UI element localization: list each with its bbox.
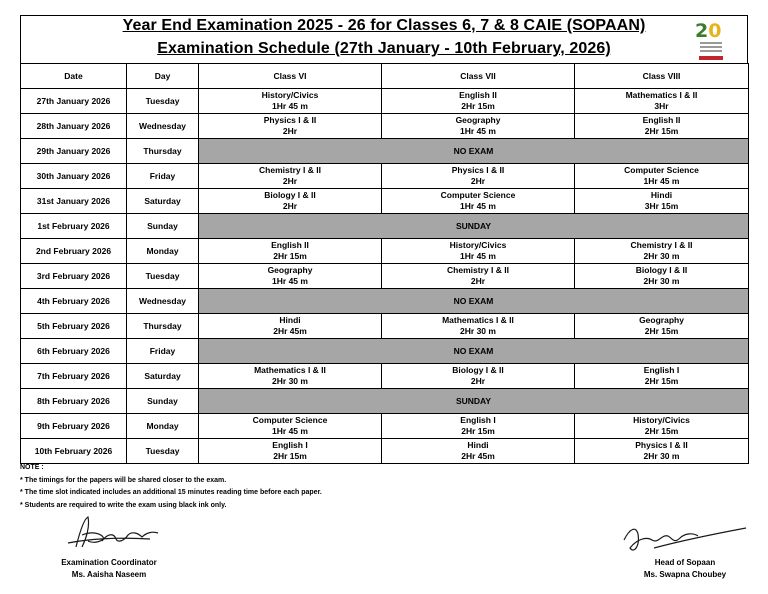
duration-text: 1Hr 45 m: [272, 276, 308, 286]
column-header-day: Day: [127, 64, 199, 89]
subject-text: History/Civics: [261, 90, 319, 100]
school-logo: [691, 20, 733, 60]
subject-text: Hindi: [279, 315, 301, 325]
duration-text: 2Hr 30 m: [643, 276, 680, 286]
note-item: * The time slot indicated includes an additional 15 minutes reading time before each paper.: [20, 489, 322, 496]
notes-section: [20, 462, 322, 512]
logo-text-lines: [700, 42, 722, 54]
day-cell: Tuesday: [127, 439, 199, 464]
class-vii-cell: [382, 189, 575, 214]
subject-text: Physics I & II: [451, 165, 505, 175]
subject-text: Geography: [455, 115, 501, 125]
subject-text: Mathematics I & II: [254, 365, 326, 375]
date-cell: 5th February 2026: [21, 314, 127, 339]
day-cell: Tuesday: [127, 264, 199, 289]
subject-text: Computer Science: [624, 165, 699, 175]
subject-text: Geography: [639, 315, 684, 325]
duration-text: 3Hr 15m: [644, 201, 679, 211]
coordinator-name: Ms. Aaisha Naseem: [71, 570, 147, 579]
schedule-body: [21, 89, 749, 464]
schedule-header: [20, 15, 748, 63]
subject-text: English II: [459, 90, 497, 100]
duration-text: 2Hr: [282, 176, 298, 186]
title-line-1: Year End Examination 2025 - 26 for Classes 6, 7 & 8 CAIE (SOPAAN): [122, 17, 646, 34]
table-row: [21, 389, 749, 414]
head-role: Head of Sopaan: [654, 558, 716, 567]
duration-text: 1Hr 45 m: [643, 176, 680, 186]
table-row: [21, 314, 749, 339]
day-cell: Saturday: [127, 189, 199, 214]
no-exam-cell: NO EXAM: [199, 339, 749, 364]
date-cell: 7th February 2026: [21, 364, 127, 389]
notes-heading: NOTE :: [20, 464, 44, 471]
duration-text: 1Hr 45 m: [460, 201, 496, 211]
table-row: [21, 139, 749, 164]
coordinator-signature: [58, 513, 168, 553]
class-viii-cell: [575, 164, 749, 189]
duration-text: 2Hr 30 m: [272, 376, 308, 386]
date-cell: 27th January 2026: [21, 89, 127, 114]
table-row: [21, 164, 749, 189]
table-row: [21, 214, 749, 239]
day-cell: Sunday: [127, 214, 199, 239]
column-header-class-vi: Class VI: [199, 64, 382, 89]
class-vii-cell: [382, 439, 575, 464]
date-cell: 3rd February 2026: [21, 264, 127, 289]
date-cell: 28th January 2026: [21, 114, 127, 139]
subject-text: Hindi: [467, 440, 489, 450]
duration-text: 2Hr 15m: [461, 426, 495, 436]
subject-text: History/Civics: [633, 415, 690, 425]
column-header-date: Date: [21, 64, 127, 89]
date-cell: 8th February 2026: [21, 389, 127, 414]
duration-text: 2Hr 15m: [461, 101, 495, 111]
date-cell: 6th February 2026: [21, 339, 127, 364]
subject-text: Physics I & II: [263, 115, 317, 125]
duration-text: 2Hr 15m: [644, 126, 679, 136]
class-vii-cell: [382, 264, 575, 289]
head-name: Ms. Swapna Choubey: [643, 570, 727, 579]
class-viii-cell: [575, 189, 749, 214]
duration-text: 2Hr: [282, 201, 298, 211]
logo-number: 20: [695, 20, 722, 42]
subject-text: Computer Science: [252, 415, 328, 425]
coordinator-caption: [54, 557, 164, 581]
subject-text: History/Civics: [449, 240, 507, 250]
duration-text: 2Hr 45m: [461, 451, 495, 461]
subject-text: Mathematics I & II: [625, 90, 698, 100]
subject-text: English I: [460, 415, 496, 425]
no-exam-cell: NO EXAM: [199, 139, 749, 164]
date-cell: 30th January 2026: [21, 164, 127, 189]
subject-text: Biology I & II: [635, 265, 688, 275]
table-row: [21, 114, 749, 139]
duration-text: 2Hr 30 m: [643, 251, 680, 261]
day-cell: Friday: [127, 164, 199, 189]
class-vii-cell: [382, 239, 575, 264]
table-row: [21, 264, 749, 289]
duration-text: 1Hr 45 m: [272, 101, 308, 111]
head-caption: [630, 557, 740, 581]
date-cell: 31st January 2026: [21, 189, 127, 214]
duration-text: 2Hr 30 m: [643, 451, 680, 461]
table-row: [21, 239, 749, 264]
column-header-class-vii: Class VII: [382, 64, 575, 89]
class-vi-cell: [199, 239, 382, 264]
duration-text: 1Hr 45 m: [460, 251, 496, 261]
date-cell: 4th February 2026: [21, 289, 127, 314]
day-cell: Thursday: [127, 139, 199, 164]
day-cell: Wednesday: [127, 289, 199, 314]
duration-text: 2Hr 15m: [644, 376, 679, 386]
subject-text: Chemistry I & II: [630, 240, 693, 250]
class-viii-cell: [575, 114, 749, 139]
table-row: [21, 89, 749, 114]
table-row: [21, 439, 749, 464]
table-row: [21, 339, 749, 364]
class-viii-cell: [575, 314, 749, 339]
duration-text: 3Hr: [654, 101, 669, 111]
logo-red-bar: [699, 56, 723, 60]
schedule-table: [20, 63, 749, 464]
day-cell: Saturday: [127, 364, 199, 389]
table-row: [21, 364, 749, 389]
subject-text: English I: [272, 440, 308, 450]
subject-text: Computer Science: [440, 190, 516, 200]
class-viii-cell: [575, 364, 749, 389]
class-viii-cell: [575, 89, 749, 114]
class-vi-cell: [199, 439, 382, 464]
subject-text: English II: [271, 240, 309, 250]
subject-text: English II: [642, 115, 681, 125]
no-exam-cell: SUNDAY: [199, 214, 749, 239]
class-vii-cell: [382, 414, 575, 439]
subject-text: Chemistry I & II: [259, 165, 321, 175]
date-cell: 29th January 2026: [21, 139, 127, 164]
class-viii-cell: [575, 239, 749, 264]
subject-text: Biology I & II: [452, 365, 504, 375]
date-cell: 1st February 2026: [21, 214, 127, 239]
subject-text: Biology I & II: [264, 190, 316, 200]
class-vi-cell: [199, 264, 382, 289]
class-viii-cell: [575, 414, 749, 439]
table-row: [21, 289, 749, 314]
subject-text: Physics I & II: [635, 440, 688, 450]
subject-text: English I: [643, 365, 680, 375]
duration-text: 2Hr: [470, 376, 486, 386]
subject-text: Chemistry I & II: [447, 265, 509, 275]
table-row: [21, 414, 749, 439]
duration-text: 2Hr 15m: [273, 251, 307, 261]
table-row: [21, 189, 749, 214]
duration-text: 2Hr: [470, 276, 486, 286]
class-vii-cell: [382, 364, 575, 389]
class-vii-cell: [382, 314, 575, 339]
duration-text: 2Hr: [282, 126, 298, 136]
class-vi-cell: [199, 364, 382, 389]
table-header-row: [21, 64, 749, 89]
no-exam-cell: NO EXAM: [199, 289, 749, 314]
class-vi-cell: [199, 89, 382, 114]
head-signature: [614, 518, 754, 558]
day-cell: Thursday: [127, 314, 199, 339]
duration-text: 2Hr 15m: [644, 326, 679, 336]
subject-text: Hindi: [650, 190, 673, 200]
note-item: * Students are required to write the exam using black ink only.: [20, 501, 227, 509]
duration-text: 1Hr 45 m: [272, 426, 308, 436]
duration-text: 2Hr: [470, 176, 486, 186]
class-vii-cell: [382, 164, 575, 189]
subject-text: Geography: [267, 265, 313, 275]
class-vii-cell: [382, 89, 575, 114]
coordinator-role: Examination Coordinator: [61, 558, 157, 567]
duration-text: 2Hr 15m: [644, 426, 679, 436]
class-vi-cell: [199, 164, 382, 189]
day-cell: Monday: [127, 414, 199, 439]
day-cell: Tuesday: [127, 89, 199, 114]
class-vi-cell: [199, 414, 382, 439]
duration-text: 2Hr 30 m: [460, 326, 496, 336]
date-cell: 10th February 2026: [21, 439, 127, 464]
day-cell: Monday: [127, 239, 199, 264]
duration-text: 2Hr 45m: [273, 326, 307, 336]
day-cell: Sunday: [127, 389, 199, 414]
no-exam-cell: SUNDAY: [199, 389, 749, 414]
note-item: * The timings for the papers will be shared closer to the exam.: [20, 476, 227, 484]
duration-text: 1Hr 45 m: [460, 126, 496, 136]
class-vi-cell: [199, 189, 382, 214]
date-cell: 9th February 2026: [21, 414, 127, 439]
day-cell: Friday: [127, 339, 199, 364]
title-line-2: Examination Schedule (27th January - 10th February, 2026): [157, 40, 611, 57]
class-vi-cell: [199, 314, 382, 339]
duration-text: 2Hr 15m: [273, 451, 307, 461]
subject-text: Mathematics I & II: [442, 315, 514, 325]
class-viii-cell: [575, 439, 749, 464]
date-cell: 2nd February 2026: [21, 239, 127, 264]
class-vi-cell: [199, 114, 382, 139]
class-vii-cell: [382, 114, 575, 139]
column-header-class-viii: Class VIII: [575, 64, 749, 89]
class-viii-cell: [575, 264, 749, 289]
day-cell: Wednesday: [127, 114, 199, 139]
